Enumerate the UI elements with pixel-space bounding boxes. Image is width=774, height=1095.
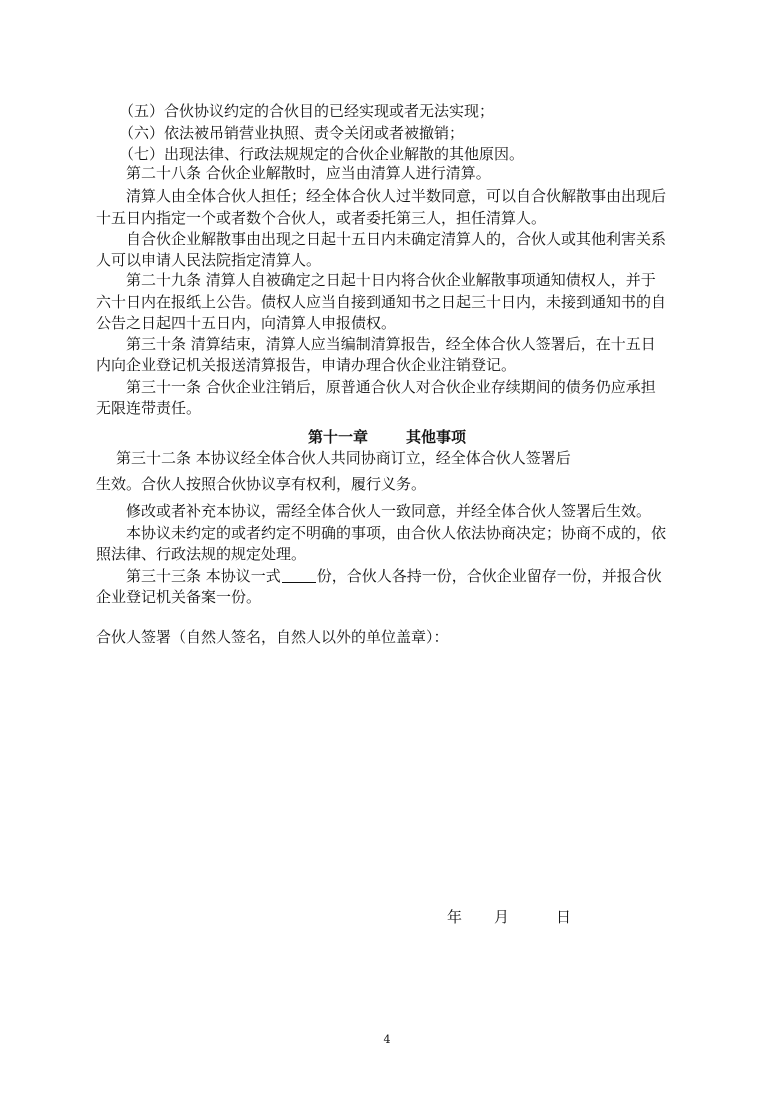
chapter-title: 其他事项 [406, 428, 467, 446]
copies-blank-field[interactable] [282, 567, 316, 583]
signature-label: 合伙人签署（自然人签名，自然人以外的单位盖章）： [96, 628, 449, 646]
clause-five: （五）合伙协议约定的合伙目的已经实现或者无法实现； [119, 102, 495, 120]
liquidator-paragraph-line2: 十五日内指定一个或者数个合伙人，或者委托第三人，担任清算人。 [96, 209, 547, 227]
date-day: 日 [556, 908, 572, 926]
article-30-line2: 内向企业登记机关报送清算报告，申请办理合伙企业注销登记。 [96, 356, 517, 374]
article-29-line3: 公告之日起四十五日内，向清算人申报债权。 [96, 314, 397, 332]
amendment-paragraph: 修改或者补充本协议，需经全体合伙人一致同意，并经全体合伙人签署后生效。 [126, 502, 652, 520]
article-32-line2: 生效。合伙人按照合伙协议享有权利，履行义务。 [96, 475, 427, 493]
article-33-line1 [126, 566, 662, 586]
chapter-heading [0, 427, 774, 447]
page-number: 4 [383, 1033, 391, 1046]
article-33-line2: 企业登记机关备案一份。 [96, 588, 262, 606]
article-30-line1: 第三十条 清算结束，清算人应当编制清算报告，经全体合伙人签署后，在十五日 [126, 335, 656, 353]
unspecified-matters-line1: 本协议未约定的或者约定不明确的事项，由合伙人依法协商决定；协商不成的，依 [126, 524, 667, 542]
article-32-line1: 第三十二条 本协议经全体合伙人共同协商订立，经全体合伙人签署后 [116, 449, 571, 467]
article-31-line2: 无限连带责任。 [96, 399, 202, 417]
court-appoint-paragraph-line2: 人可以申请人民法院指定清算人。 [96, 251, 322, 269]
article-29-line2: 六十日内在报纸上公告。债权人应当自接到通知书之日起三十日内，未接到通知书的自 [96, 293, 667, 311]
clause-six: （六）依法被吊销营业执照、责令关闭或者被撤销； [119, 124, 465, 142]
article-33-suffix: 份，合伙人各持一份，合伙企业留存一份，并报合伙 [316, 567, 662, 585]
date-year: 年 [447, 908, 463, 926]
article-29-line1: 第二十九条 清算人自被确定之日起十日内将合伙企业解散事项通知债权人，并于 [126, 271, 656, 289]
date-month: 月 [494, 908, 510, 926]
court-appoint-paragraph-line1: 自合伙企业解散事由出现之日起十五日内未确定清算人的，合伙人或其他利害关系 [126, 230, 667, 248]
article-31-line1: 第三十一条 合伙企业注销后，原普通合伙人对合伙企业存续期间的债务仍应承担 [126, 378, 656, 396]
clause-seven: （七）出现法律、行政法规规定的合伙企业解散的其他原因。 [119, 145, 525, 163]
chapter-number: 第十一章 [307, 428, 368, 446]
article-33-prefix: 第三十三条 本协议一式 [126, 567, 281, 585]
unspecified-matters-line2: 照法律、行政法规的规定处理。 [96, 545, 307, 563]
liquidator-paragraph-line1: 清算人由全体合伙人担任；经全体合伙人过半数同意，可以自合伙解散事由出现后 [126, 187, 667, 205]
article-28: 第二十八条 合伙企业解散时，应当由清算人进行清算。 [126, 164, 491, 182]
